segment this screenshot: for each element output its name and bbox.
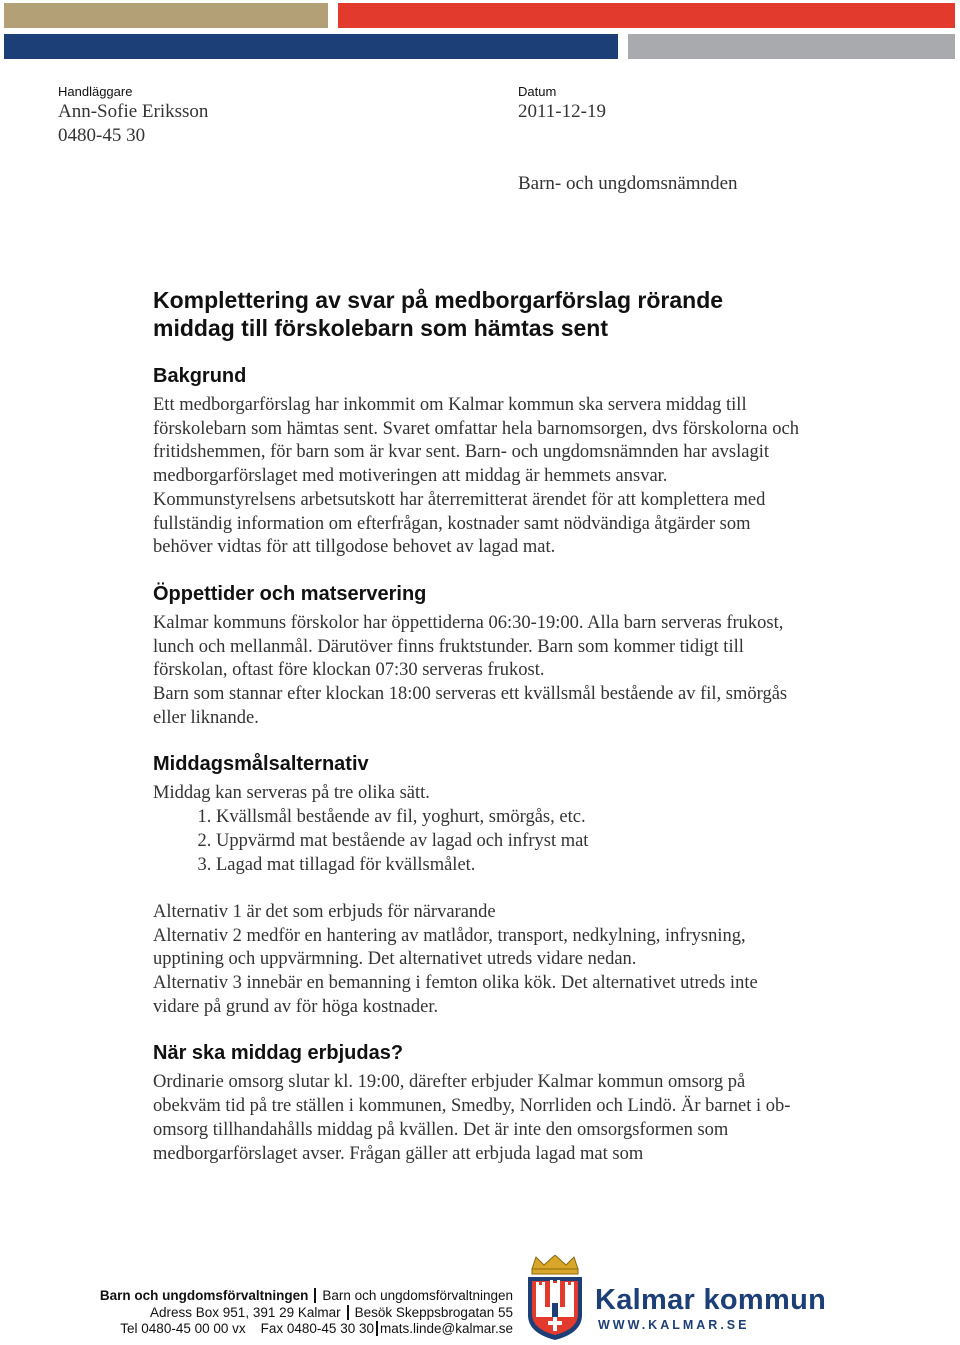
footer-address: Adress Box 951, 391 29 Kalmar (150, 1304, 341, 1320)
document-body (153, 286, 803, 1188)
section-paragraph: Middag kan serveras på tre olika sätt. (153, 783, 430, 804)
footer-email[interactable]: mats.linde@kalmar.se (379, 1321, 513, 1336)
section-middagsmal (153, 752, 803, 1019)
list-item: 3. Lagad mat tillagad för kvällsmålet. (216, 854, 803, 878)
document-title: Komplettering av svar på medborgarförslag rörande middag till förskolebarn som hämtas sent (153, 287, 724, 341)
list-item: 2. Uppvärmd mat bestående av lagad och infryst mat (216, 830, 803, 854)
datum-value: 2011-12-19 (518, 101, 606, 122)
top-bar-navy (4, 34, 618, 59)
section-paragraph: Alternativ 2 medför en hantering av matlådor, transport, nedkylning, infrysning, upptining och uppvärmning. Det alternativet utreds vidare nedan. (153, 925, 746, 970)
section-heading: Öppettider och matservering (153, 582, 427, 605)
handlaggare-label: Handläggare (58, 84, 133, 99)
brand-name: Kalmar kommun (595, 1284, 827, 1316)
footer-tel: Tel 0480-45 00 00 vx (120, 1321, 246, 1336)
section-paragraph: Ordinarie omsorg slutar kl. 19:00, därefter erbjuder Kalmar kommun omsorg på obekväm tid på tre ställen i kommunen, Smedby, Norrliden och Lindö. Är barnet i ob-omsorg tillhandahålls middag på kvällen. Det är inte den omsorgsformen som medborgarförslaget avser. Frågan gäller att erbjuda lagad mat som (153, 1072, 791, 1164)
footer-fax: Fax 0480-45 30 30 (260, 1321, 374, 1336)
section-heading: Middagsmålsalternativ (153, 753, 369, 776)
footer-org: Barn och ungdomsförvaltningen (322, 1288, 513, 1303)
section-heading: Bakgrund (153, 365, 247, 387)
section-heading: När ska middag erbjudas? (153, 1042, 404, 1065)
section-paragraph: Alternativ 1 är det som erbjuds för närvarande (153, 901, 496, 922)
brand-url[interactable]: WWW.KALMAR.SE (598, 1318, 750, 1332)
section-paragraph: Barn som stannar efter klockan 18:00 serveras ett kvällsmål bestående av fil, smörgås eller liknande. (153, 684, 788, 728)
section-paragraph: Alternativ 3 innebär en bemanning i femton olika kök. Det alternativet utreds inte vidare på grund av för höga kostnader. (153, 973, 758, 1017)
section-bakgrund (153, 364, 803, 560)
section-paragraph: Kalmar kommuns förskolor har öppettiderna 06:30-19:00. Alla barn serveras frukost, lunch och mellanmål. Därutöver finns fruktstunder. Barn som kommer tidigt till förskolan, oftast före klockan 07:30 serveras frukost. (153, 612, 784, 681)
footer-org-bold: Barn och ungdomsförvaltningen (99, 1288, 309, 1303)
top-bar-red (338, 3, 955, 28)
kalmar-crest-icon (526, 1255, 584, 1341)
section-oppettider (153, 582, 803, 731)
recipient: Barn- och ungdomsnämnden (518, 173, 738, 194)
handlaggare-name: Ann-Sofie Eriksson (58, 101, 209, 122)
alternatives-list (153, 806, 803, 877)
section-paragraph: Ett medborgarförslag har inkommit om Kalmar kommun ska servera middag till förskolebarn som hämtas sent. Svaret omfattar hela barnomsorgen, dvs förskolorna och fritidshemmen, för barn som är kvar sent. Barn- och ungdomsnämnden har avslagit medborgarförslaget med motiveringen att middag är hemmets ansvar. Kommunstyrelsens arbetsutskott har återremitterat ärendet för att komplettera med fullständig information om efterfrågan, kostnader samt nödvändiga åtgärder som behöver vidtas för att tillgodose behovet av lagad mat. (153, 395, 799, 558)
footer-visit: Besök Skeppsbrogatan 55 (354, 1304, 513, 1320)
top-bar-tan (4, 3, 328, 28)
top-bar-grey (628, 34, 955, 59)
list-item: 1. Kvällsmål bestående av fil, yoghurt, smörgås, etc. (216, 806, 803, 830)
handlaggare-phone: 0480-45 30 (58, 125, 146, 146)
datum-label: Datum (518, 84, 557, 99)
section-nar-middag (153, 1041, 803, 1166)
footer-contact (60, 1288, 513, 1338)
